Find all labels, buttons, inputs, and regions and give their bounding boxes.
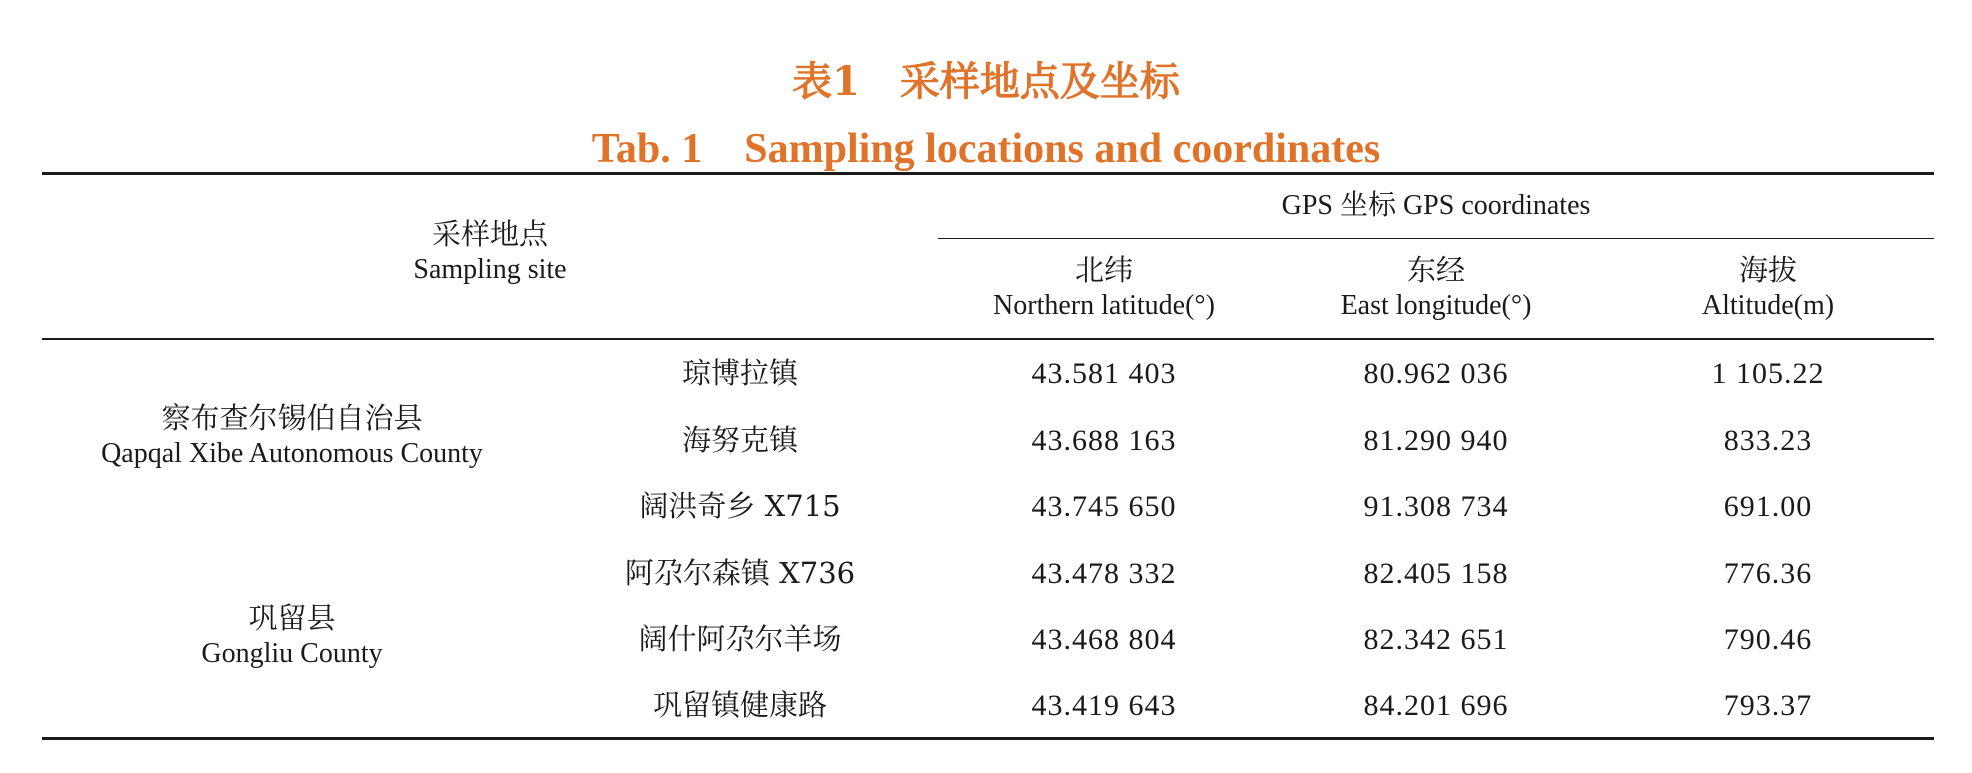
county-gongliu xyxy=(42,600,542,671)
row-altitude: 691.00 xyxy=(1723,490,1813,523)
row-latitude: 43.688 163 xyxy=(1031,424,1177,457)
row-longitude: 84.201 696 xyxy=(1363,689,1509,722)
row-latitude: 43.581 403 xyxy=(1031,357,1177,390)
row-longitude: 82.342 651 xyxy=(1363,623,1509,656)
header-rule xyxy=(42,338,1934,340)
row-site: 阿尕尔森镇 X736 xyxy=(624,556,856,590)
county-name-zh: 察布查尔锡伯自治县 xyxy=(161,401,423,435)
row-altitude: 833.23 xyxy=(1723,424,1813,457)
row-altitude: 776.36 xyxy=(1723,557,1813,590)
row-site: 阔什阿尕尔羊场 xyxy=(638,622,842,656)
header-site-en: Sampling site xyxy=(413,254,567,286)
row-altitude: 1 105.22 xyxy=(1711,357,1825,390)
row-altitude: 790.46 xyxy=(1723,623,1813,656)
header-alt-en: Altitude(m) xyxy=(1701,290,1835,322)
bottom-rule xyxy=(42,737,1934,740)
row-longitude: 82.405 158 xyxy=(1363,557,1509,590)
gps-header-rule xyxy=(938,238,1934,239)
table-title-en: Tab. 1 Sampling locations and coordinates xyxy=(591,126,1381,172)
header-site-zh: 采样地点 xyxy=(431,217,548,251)
county-qapqal xyxy=(42,400,542,471)
header-latitude xyxy=(938,252,1270,323)
header-lat-zh: 北纬 xyxy=(1074,253,1133,287)
row-longitude: 91.308 734 xyxy=(1363,490,1509,523)
row-latitude: 43.468 804 xyxy=(1031,623,1177,656)
row-latitude: 43.745 650 xyxy=(1031,490,1177,523)
row-site: 阔洪奇乡 X715 xyxy=(639,489,841,523)
row-longitude: 80.962 036 xyxy=(1363,357,1509,390)
header-altitude xyxy=(1602,252,1934,323)
row-site: 海努克镇 xyxy=(681,423,798,457)
header-lon-zh: 东经 xyxy=(1406,253,1465,287)
row-longitude: 81.290 940 xyxy=(1363,424,1509,457)
county-name-en: Gongliu County xyxy=(201,638,383,670)
header-alt-zh: 海拔 xyxy=(1738,253,1797,287)
table-title-zh: 表1 采样地点及坐标 xyxy=(792,58,1180,105)
row-site: 巩留镇健康路 xyxy=(652,688,827,722)
header-longitude xyxy=(1270,252,1602,323)
header-lon-en: East longitude(°) xyxy=(1340,290,1532,322)
header-sampling-site xyxy=(42,216,938,287)
row-latitude: 43.478 332 xyxy=(1031,557,1177,590)
row-site: 琼博拉镇 xyxy=(681,356,798,390)
header-gps-coordinates: GPS 坐标 GPS coordinates xyxy=(1281,190,1591,221)
county-name-zh: 巩留县 xyxy=(248,601,336,635)
row-altitude: 793.37 xyxy=(1723,689,1813,722)
header-lat-en: Northern latitude(°) xyxy=(993,290,1215,322)
row-latitude: 43.419 643 xyxy=(1031,689,1177,722)
county-name-en: Qapqal Xibe Autonomous County xyxy=(101,438,483,470)
top-rule xyxy=(42,172,1934,175)
